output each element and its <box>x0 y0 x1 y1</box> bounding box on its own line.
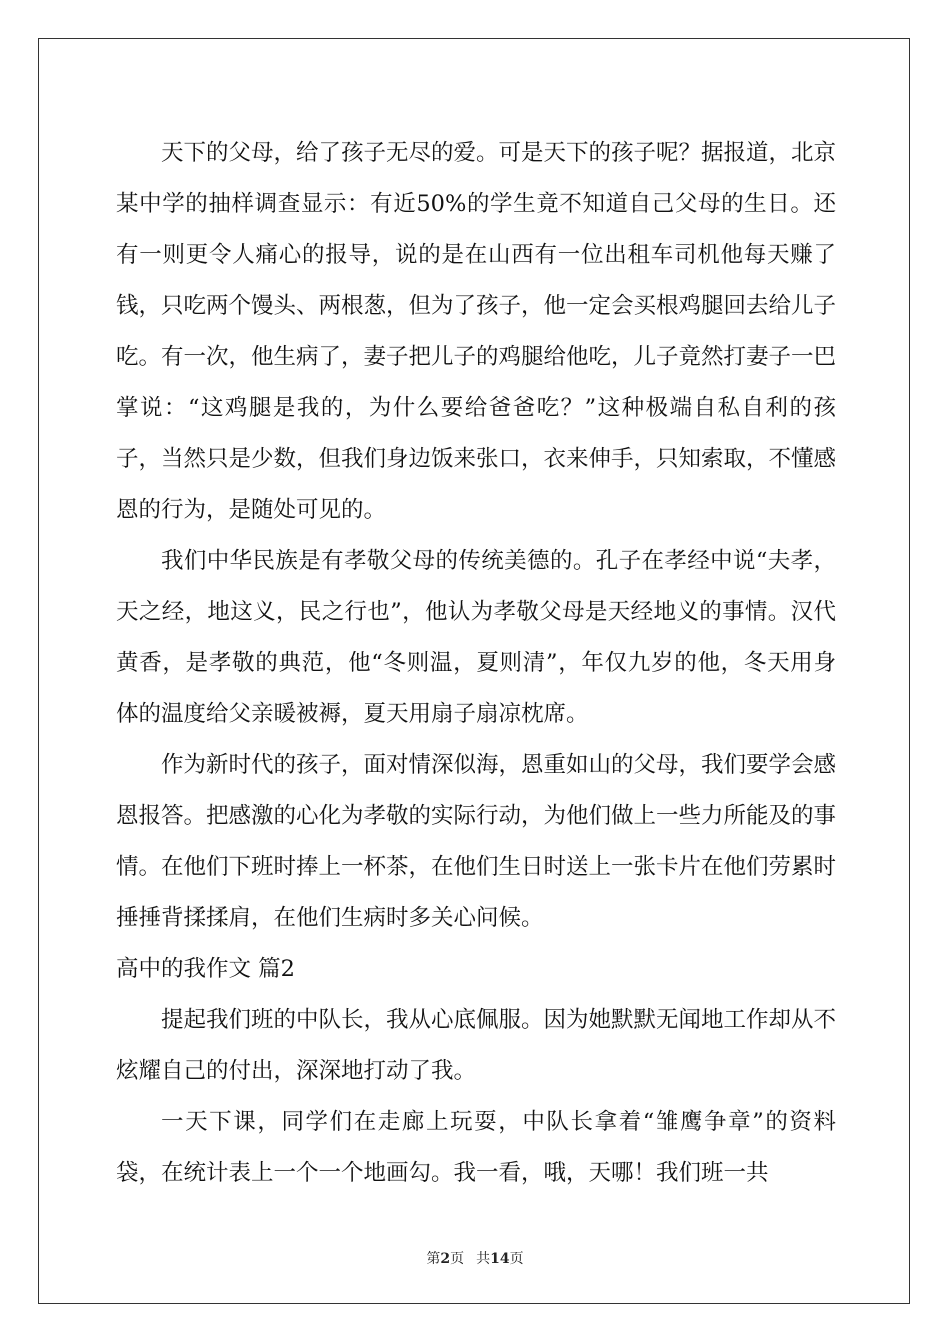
document-body <box>116 128 836 1199</box>
total-pages: 14 <box>490 1251 510 1267</box>
section-heading: 高中的我作文 篇2 <box>116 956 295 982</box>
paragraph: 一天下课，同学们在走廊上玩耍，中队长拿着“雏鹰争章”的资料袋，在统计表上一个一个地画勾。我一看，哦，天哪！我们班一共 <box>116 1109 836 1186</box>
page-number: 2 <box>440 1251 451 1267</box>
paragraph: 提起我们班的中队长，我从心底佩服。因为她默默无闻地工作却从不炫耀自己的付出，深深地打动了我。 <box>116 1007 837 1084</box>
paragraph: 作为新时代的孩子，面对情深似海，恩重如山的父母，我们要学会感恩报答。把感激的心化为孝敬的实际行动，为他们做上一些力所能及的事情。在他们下班时捧上一杯茶，在他们生日时送上一张卡片在他们劳累时捶捶背揉揉肩，在他们生病时多关心问候。 <box>116 752 837 931</box>
page-unit: 页 <box>450 1251 465 1267</box>
page-prefix: 第 <box>426 1251 441 1267</box>
paragraph: 我们中华民族是有孝敬父母的传统美德的。孔子在孝经中说“夫孝，天之经，地这义，民之行也”，他认为孝敬父母是天经地义的事情。汉代黄香，是孝敬的典范，他“冬则温，夏则清”，年仅九岁的他，冬天用身体的温度给父亲暖被褥，夏天用扇子扇凉枕席。 <box>116 548 836 727</box>
total-unit: 页 <box>509 1251 524 1267</box>
paragraph: 天下的父母，给了孩子无尽的爱。可是天下的孩子呢？据报道，北京某中学的抽样调查显示：有近50%的学生竟不知道自己父母的生日。还有一则更令人痛心的报导，说的是在山西有一位出租车司机他每天赚了钱，只吃两个馒头、两根葱，但为了孩子，他一定会买根鸡腿回去给儿子吃。有一次，他生病了，妻子把儿子的鸡腿给他吃，儿子竟然打妻子一巴掌说：“这鸡腿是我的，为什么要给爸爸吃？”这种极端自私自利的孩子，当然只是少数，但我们身边饭来张口，衣来伸手，只知索取，不懂感恩的行为，是随处可见的。 <box>116 140 837 523</box>
page-footer <box>0 1248 950 1268</box>
total-prefix: 共 <box>476 1251 491 1267</box>
